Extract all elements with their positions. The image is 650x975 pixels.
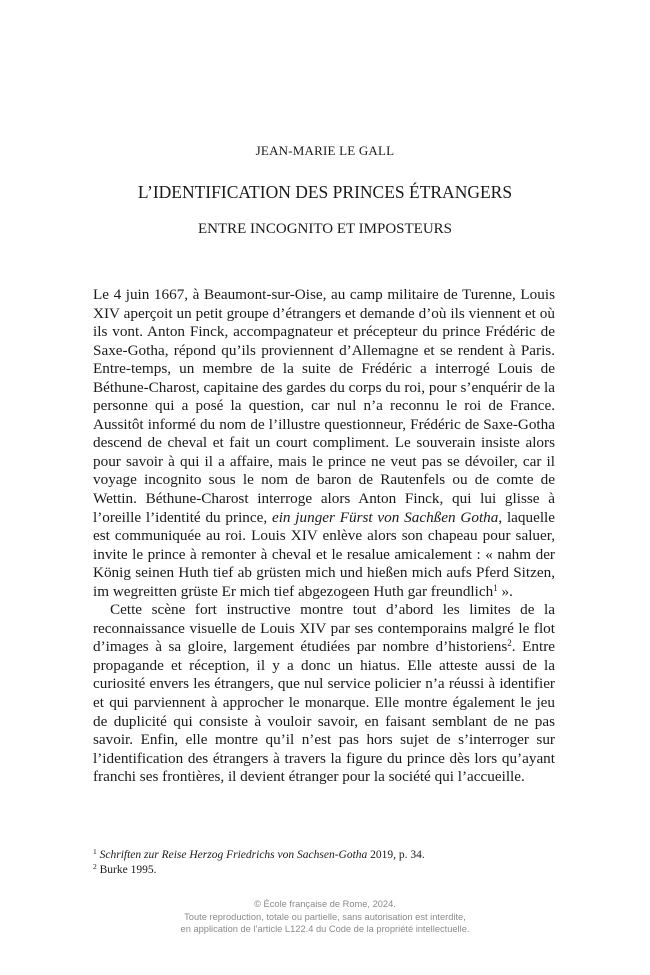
footnote-mark: 1 — [93, 847, 97, 856]
paragraph-1-text-a: Le 4 juin 1667, à Beaumont-sur-Oise, au camp militaire de Turenne, Louis XIV aperçoit un petit groupe d’étrangers et demande d’où ils viennent et où ils vont. Anton Finck, accompagnateur et précepteur du prince Frédéric de Saxe-Gotha, répond qu’ils proviennent d’Allemagne et se rendent à Paris. Entre-temps, un membre de la suite de Frédéric a interrogé Louis de Béthune-Charost, capitaine des gardes du corps du roi, pour s’enquérir de la personne qui a posé la question, car nul n’a reconnu le roi de France. Aussitôt informé du nom de l’illustre questionneur, Frédéric de Saxe-Gotha descend de cheval et fait un court compliment. Le souverain insiste alors pour savoir à qui il a affaire, mais le prince ne veut pas se dévoiler, car il voyage incognito sous le nom de baron de Rautenfels ou de comte de Wettin. Béthune-Charost interroge alors Anton Finck, qui lui glisse à l’oreille l’identité du prince, — [93, 286, 555, 526]
paragraph-1 — [93, 286, 555, 601]
paragraph-1-text-b: , laquelle est communiquée au roi. Louis XIV enlève alors son chapeau pour saluer, invite le prince à remonter à cheval et le resalue amicalement : « nahm der König seinen Huth tief ab grüsten mich und hießen mich aufs Pferd Sitzen, im wegreitten grüste Er mich tief abgezogeen Huth gar freundlich — [93, 508, 556, 600]
footnote-text: Burke 1995. — [96, 864, 157, 876]
footnotes — [93, 848, 555, 878]
paragraph-1-quote-italic: ein junger Fürst von Sachßen Gotha — [271, 508, 499, 526]
copyright-line-1: © École française de Rome, 2024. — [254, 899, 396, 909]
footnote-ref-2[interactable]: 2 — [507, 638, 512, 649]
footnote-1 — [93, 848, 555, 863]
article-subtitle: ENTRE INCOGNITO ET IMPOSTEURS — [197, 221, 453, 237]
footnote-mark: 2 — [93, 862, 97, 871]
body-text — [93, 286, 555, 787]
paragraph-2 — [93, 601, 555, 786]
article-title: L’IDENTIFICATION DES PRINCES ÉTRANGERS — [137, 182, 513, 202]
paragraph-1-text-c: ». — [497, 582, 513, 600]
footnote-text: 2019, p. 34. — [367, 849, 425, 861]
copyright-line-3: en application de l’article L122.4 du Code de la propriété intellectuelle. — [180, 924, 470, 935]
paragraph-2-text-a: Cette scène fort instructive montre tout d’abord les limites de la reconnaissance visuelle de Louis XIV par ses contemporains malgré le flot d’images à sa gloire, largement étudiées par nombre d’historiens — [93, 601, 555, 656]
footnote-2 — [93, 863, 555, 878]
paragraph-2-text-b: . Entre propagande et réception, il y a donc un hiatus. Elle atteste aussi de la curiosité envers les étrangers, que nul service policier n’a réussi à identifier et qui parviennent à approcher le monarque. Elle montre également le jeu de duplicité qui consiste à vouloir savoir, en faisant semblant de ne pas savoir. Enfin, elle montre qu’il n’est pas hors sujet de s’interroger sur l’identification des étrangers à travers la figure du prince dès lors qu’ayant franchi ses frontières, il devient étranger pour la société qui l’accueille. — [93, 638, 555, 786]
copyright-notice — [0, 898, 650, 936]
footnote-ref-1[interactable]: 1 — [493, 582, 498, 593]
copyright-line-2: Toute reproduction, totale ou partielle, sans autorisation est interdite, — [184, 911, 466, 922]
footnote-title-italic: Schriften zur Reise Herzog Friedrichs von Sachsen-Gotha — [99, 849, 368, 861]
author-name: JEAN-MARIE LE GALL — [255, 143, 395, 158]
